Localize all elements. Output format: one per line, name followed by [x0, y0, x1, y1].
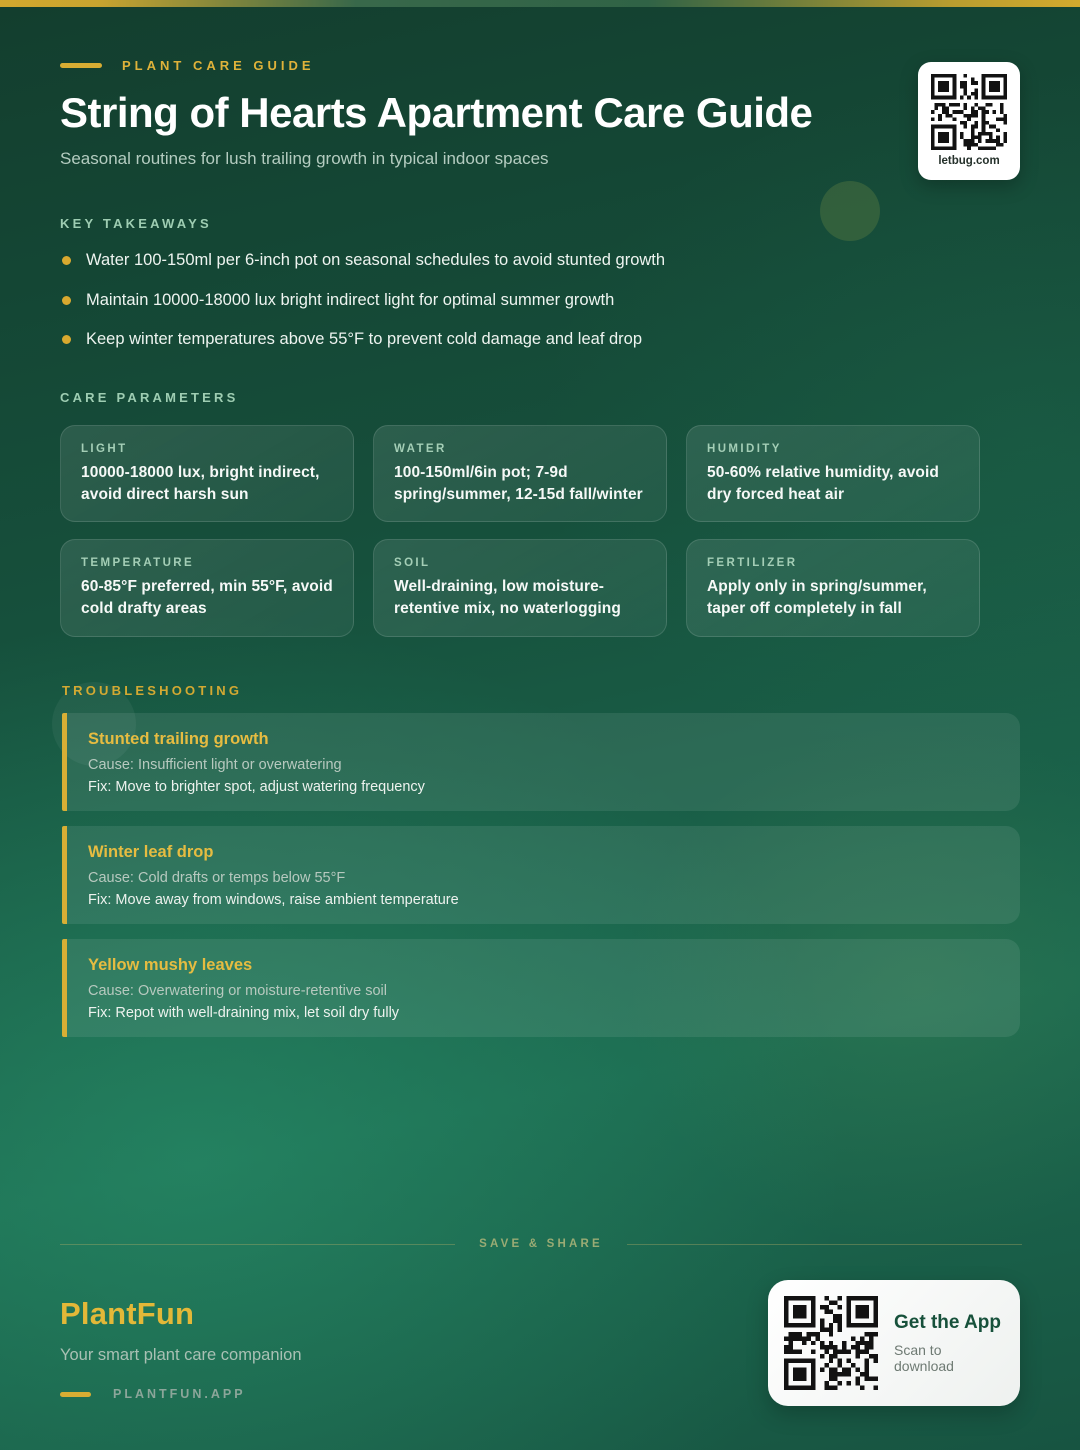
param-label: TEMPERATURE — [81, 557, 195, 570]
troubleshooting-section — [62, 683, 1020, 1037]
issue-fix: Fix: Move away from windows, raise ambient temperature — [88, 892, 459, 908]
care-parameters-section — [60, 390, 982, 637]
care-parameters-heading: CARE PARAMETERS — [60, 390, 239, 405]
param-card-light — [60, 425, 354, 522]
takeaway-item — [60, 329, 820, 350]
troubleshooting-item — [62, 826, 1020, 924]
param-value: 10000-18000 lux, bright indirect, avoid direct harsh sun — [81, 464, 320, 503]
param-label: FERTILIZER — [707, 557, 798, 570]
key-takeaways-section — [60, 216, 820, 350]
param-label: WATER — [394, 443, 447, 455]
param-card-temperature — [60, 539, 354, 636]
page-title: String of Hearts Apartment Care Guide — [60, 89, 813, 136]
param-value: Well-draining, low moisture-retentive mix, no waterlogging — [394, 578, 621, 618]
param-label: HUMIDITY — [707, 443, 782, 455]
issue-cause: Cause: Cold drafts or temps below 55°F — [88, 870, 346, 886]
takeaway-item — [60, 290, 820, 311]
get-app-card — [768, 1280, 1020, 1406]
divider-line — [60, 1244, 455, 1245]
brand-tagline: Your smart plant care companion — [60, 1346, 302, 1364]
takeaway-text: Maintain 10000-18000 lux bright indirect light for optimal summer growth — [86, 290, 615, 309]
param-card-fertilizer — [686, 539, 980, 636]
get-app-subtitle: Scan to download — [894, 1342, 954, 1374]
takeaway-item — [60, 250, 820, 271]
param-value: 100-150ml/6in pot; 7-9d spring/summer, 12-15d fall/winter — [394, 464, 643, 503]
eyebrow-dash — [60, 63, 102, 68]
top-accent-stripe — [0, 0, 1080, 7]
issue-cause: Cause: Overwatering or moisture-retentive soil — [88, 983, 387, 999]
bullet-dot-icon — [62, 296, 71, 305]
key-takeaways-heading: KEY TAKEAWAYS — [60, 216, 212, 231]
issue-title: Stunted trailing growth — [88, 730, 269, 748]
takeaway-text: Water 100-150ml per 6-inch pot on seasonal schedules to avoid stunted growth — [86, 251, 666, 269]
decorative-circle — [820, 181, 880, 241]
divider-line — [627, 1244, 1022, 1245]
brand-block — [60, 1296, 302, 1401]
eyebrow-label: PLANT CARE GUIDE — [122, 58, 315, 73]
param-value: Apply only in spring/summer, taper off completely in fall — [707, 578, 927, 618]
troubleshooting-item — [62, 713, 1020, 811]
qr-card-website — [918, 62, 1020, 180]
save-share-divider — [0, 1238, 1080, 1250]
issue-fix: Fix: Move to brighter spot, adjust watering frequency — [88, 779, 425, 795]
issue-title: Winter leaf drop — [88, 843, 214, 861]
brand-dash — [60, 1392, 91, 1397]
qr-code-icon — [784, 1296, 878, 1390]
param-label: LIGHT — [81, 443, 128, 455]
page-subtitle: Seasonal routines for lush trailing growth in typical indoor spaces — [60, 149, 549, 169]
brand-site-label: PLANTFUN.APP — [113, 1387, 246, 1401]
qr-website-label: letbug.com — [938, 155, 1000, 167]
issue-title: Yellow mushy leaves — [88, 956, 253, 974]
issue-cause: Cause: Insufficient light or overwatering — [88, 757, 342, 773]
get-app-title: Get the App — [894, 1312, 1001, 1333]
bullet-dot-icon — [62, 335, 71, 344]
takeaway-text: Keep winter temperatures above 55°F to prevent cold damage and leaf drop — [86, 330, 643, 349]
param-label: SOIL — [394, 557, 431, 570]
bullet-dot-icon — [62, 256, 71, 265]
param-card-humidity — [686, 425, 980, 522]
param-card-water — [373, 425, 667, 522]
header — [60, 58, 890, 169]
param-card-soil — [373, 539, 667, 636]
troubleshooting-item — [62, 939, 1020, 1037]
save-share-label: SAVE & SHARE — [479, 1238, 603, 1250]
param-value: 60-85°F preferred, min 55°F, avoid cold drafty areas — [81, 578, 333, 618]
troubleshooting-heading: TROUBLESHOOTING — [62, 683, 243, 698]
issue-fix: Fix: Repot with well-draining mix, let soil dry fully — [88, 1005, 400, 1021]
param-value: 50-60% relative humidity, avoid dry forced heat air — [707, 464, 939, 503]
qr-code-icon — [931, 74, 1007, 150]
care-parameters-grid — [60, 425, 982, 637]
brand-name: PlantFun — [60, 1296, 195, 1331]
